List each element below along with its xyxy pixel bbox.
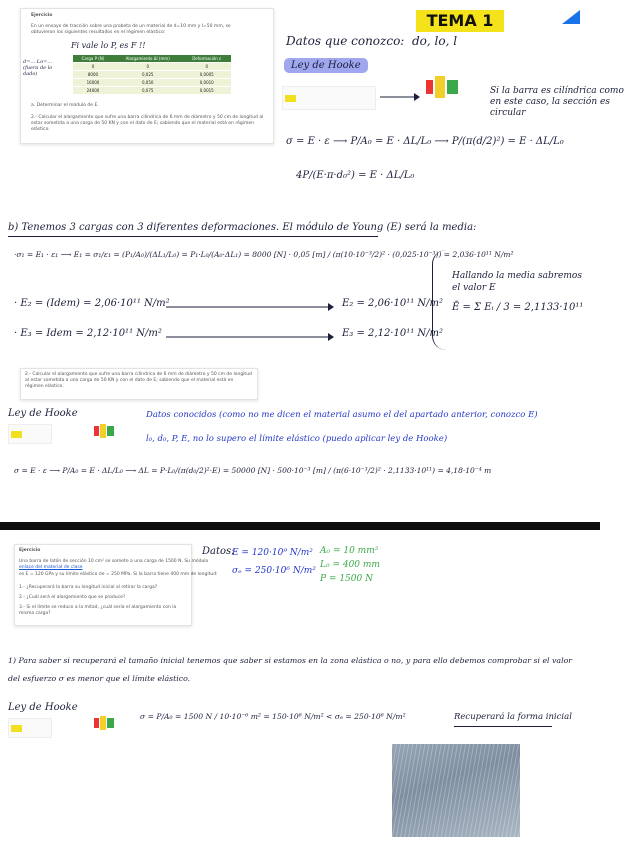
problem2-card [20, 368, 258, 400]
problem3-part1-line2: del esfuerzo σ es menor que el límite elástico. [8, 674, 191, 683]
problem1-line1: En un ensayo de tracción sobre una probeta de un material de d=10 mm y l=50 mm, se [31, 24, 231, 29]
problem1-heading: Ejercicio [31, 13, 53, 18]
hooke-diagram [94, 716, 116, 730]
problem3-card [14, 544, 218, 626]
problem1-side-note: d=... Lo=... (fuera de lo dado) [23, 59, 53, 77]
problem3-q2: 2.- ¿Cuál será el alargamiento que se produce? [19, 595, 126, 600]
table-row [73, 79, 231, 87]
problem3-datos-left-1: E = 120·10⁹ N/m² [232, 548, 313, 558]
problem1-question-a: a. Determinar el módulo de E. [31, 103, 99, 108]
problem1-line2: obtuvieron los siguientes resultados en el régimen elástico: [31, 30, 166, 35]
problem3-datos-label: Datos: [202, 546, 235, 557]
problem3-link[interactable]: enlace del material de clase [19, 565, 83, 570]
problem3-datos-right-3: P = 1500 N [320, 574, 373, 584]
arrow-icon [166, 332, 334, 342]
problem3-q3: 3.- Si el límite se reduce a la mitad, ¿cuál sería el alargamiento con la misma carga? [19, 605, 177, 616]
hooke-diagram [426, 76, 460, 98]
results-table [73, 55, 231, 94]
problem2-formula: σ = E · ε ⟶ P/A₀ = E · ΔL/L₀ ⟶ ΔL = P·L₀/(π(d₀/2)²·E) = 50000 [N] · 500·10⁻³ [m] / (π(6·10⁻³/2)² · 2,1133·10¹¹) = 4,18·10⁻⁴ m [14, 466, 492, 475]
problem3-formula: σ = P/A₀ = 1500 N / 10·10⁻⁶ m² = 150·10⁶ N/m² < σₑ = 250·10⁶ N/m² [140, 712, 406, 721]
problem2-text: 2.- Calcular el alargamiento que sufre una barra cilíndrica de 6 mm de diámetro y 50 cm de longitud al estar sometida a una carga de 50 KN y con el dato de E; sabiendo que el material está en régimen elástico. [25, 372, 252, 389]
arrow-icon [166, 302, 334, 312]
table-header: Carga P (N) [73, 55, 113, 63]
table-cell: 0,0015 [182, 87, 231, 95]
problem3-hooke-card [8, 718, 52, 738]
table-cell: 0,050 [113, 79, 182, 87]
hooke-diagram [94, 424, 116, 438]
part-b-intro: b) Tenemos 3 cargas con 3 diferentes deformaciones. El módulo de Young (E) será la media: [8, 222, 477, 233]
part-b-line2-right: E₂ = 2,06·10¹¹ N/m² [342, 298, 444, 309]
problem3-q1: 1.- ¿Recuperará la barra su longitud inicial al retirar la carga? [19, 585, 158, 590]
hooke-side-note [490, 86, 624, 119]
table-cell: 16000 [73, 79, 113, 87]
side-note-line: en este caso, la sección es [490, 97, 610, 107]
table-row [73, 87, 231, 95]
table-header: Deformación ε [182, 55, 231, 63]
problem3-conclusion: Recuperará la forma inicial [454, 712, 572, 722]
table-header: Alargamiento Δl (mm) [113, 55, 182, 63]
problem2-hooke-card [8, 424, 52, 444]
notebook-photo [392, 744, 520, 837]
corner-triangle-icon [562, 10, 580, 24]
media-formula: Ē = Σ Eᵢ / 3 = 2,1133·10¹¹ [452, 302, 584, 313]
side-note-line: circular [490, 108, 526, 118]
section-divider [0, 522, 600, 530]
problem3-heading: Ejercicio [19, 548, 41, 553]
part-b-line3-right: E₃ = 2,12·10¹¹ N/m² [342, 328, 444, 339]
datos-label: Datos que conozco: [286, 34, 405, 48]
table-cell: 24000 [73, 87, 113, 95]
part-b-line3-left: · E₃ = Idem = 2,12·10¹¹ N/m² [14, 328, 162, 339]
datos-values: do, lo, l [412, 34, 458, 48]
table-cell: 0,075 [113, 87, 182, 95]
problem3-line1: Una barra de latón de sección 10 cm² se somete a una carga de 1500 N. Su módulo [19, 559, 209, 564]
problem3-datos-left-2: σₑ = 250·10⁶ N/m² [232, 566, 316, 576]
hooke-label: Ley de Hooke [284, 58, 368, 73]
part-b-line2-left: · E₂ = (Idem) = 2,06·10¹¹ N/m² [14, 298, 170, 309]
problem3-hooke-label: Ley de Hooke [8, 702, 78, 713]
table-cell: 0,0010 [182, 79, 231, 87]
problem3-part1-line1: 1) Para saber si recuperará el tamaño inicial tenemos que saber si estamos en la zona elástica o no, y para ello debemos comprobar si el valor [8, 656, 572, 665]
conclusion-underline [454, 726, 552, 727]
problem2-datos-label: Datos conocidos (como no me dicen el material asumo el del apartado anterior, conozco E) [146, 410, 538, 420]
table-row [73, 63, 231, 71]
problem3-datos-right-2: L₀ = 400 mm [320, 560, 380, 570]
problem2-datos-values: l₀, d₀, P, E, no lo supero el límite elástico (puedo aplicar ley de Hooke) [146, 434, 448, 444]
hooke-formula-2: 4P/(E·π·d₀²) = E · ΔL/L₀ [296, 170, 415, 181]
table-cell: 0,025 [113, 71, 182, 79]
table-cell: 0 [182, 63, 231, 71]
hooke-formula: σ = E · ε ⟶ P/A₀ = E · ΔL/L₀ ⟶ P/(π(d/2)²) = E · ΔL/L₀ [286, 136, 564, 147]
table-row [73, 71, 231, 79]
topic-title: TEMA 1 [416, 10, 504, 32]
yellow-marker [11, 725, 22, 732]
yellow-marker [285, 95, 296, 102]
yellow-marker [11, 431, 22, 438]
table-cell: 0 [73, 63, 113, 71]
problem3-line2: es E = 120 GPa y su límite elástico σe = 250 MPa. Si la barra tiene 400 mm de longitud: [19, 572, 218, 577]
problem1-note: Fi vale lo P, es F !! [71, 41, 146, 50]
problem3-datos-right-1: A₀ = 10 mm² [320, 546, 379, 556]
table-cell: 0 [113, 63, 182, 71]
part-b-line1: ·σ₁ = E₁ · ε₁ ⟶ E₁ = σ₁/ε₁ = (P₁/A₀)/(ΔL₁/L₀) = P₁·L₀/(A₀·ΔL₁) = 8000 [N] · 0,05 [m] / (π(10·10⁻³/2)² · (0,025·10⁻³)) = 2,036·10¹¹ N/m² [14, 250, 514, 259]
side-note-line: Si la barra es cilíndrica como [490, 86, 624, 96]
table-cell: 8000 [73, 71, 113, 79]
problem1-card [20, 8, 274, 144]
part-b-underline [8, 236, 378, 237]
media-brace [432, 250, 447, 350]
problem1-question-b: 2.- Calcular el alargamiento que sufre una barra cilíndrica de 6 mm de diámetro y 50 cm de longitud al estar sometida a una carga de 50 KN y con el dato de E; sabiendo que el material está en régimen elástico. [31, 115, 264, 132]
arrow-icon [380, 92, 420, 102]
hooke-card [282, 86, 376, 110]
media-note: Hallando la media sabremos el valor E [452, 271, 582, 293]
table-cell: 0,0005 [182, 71, 231, 79]
problem2-hooke-label: Ley de Hooke [8, 408, 78, 419]
